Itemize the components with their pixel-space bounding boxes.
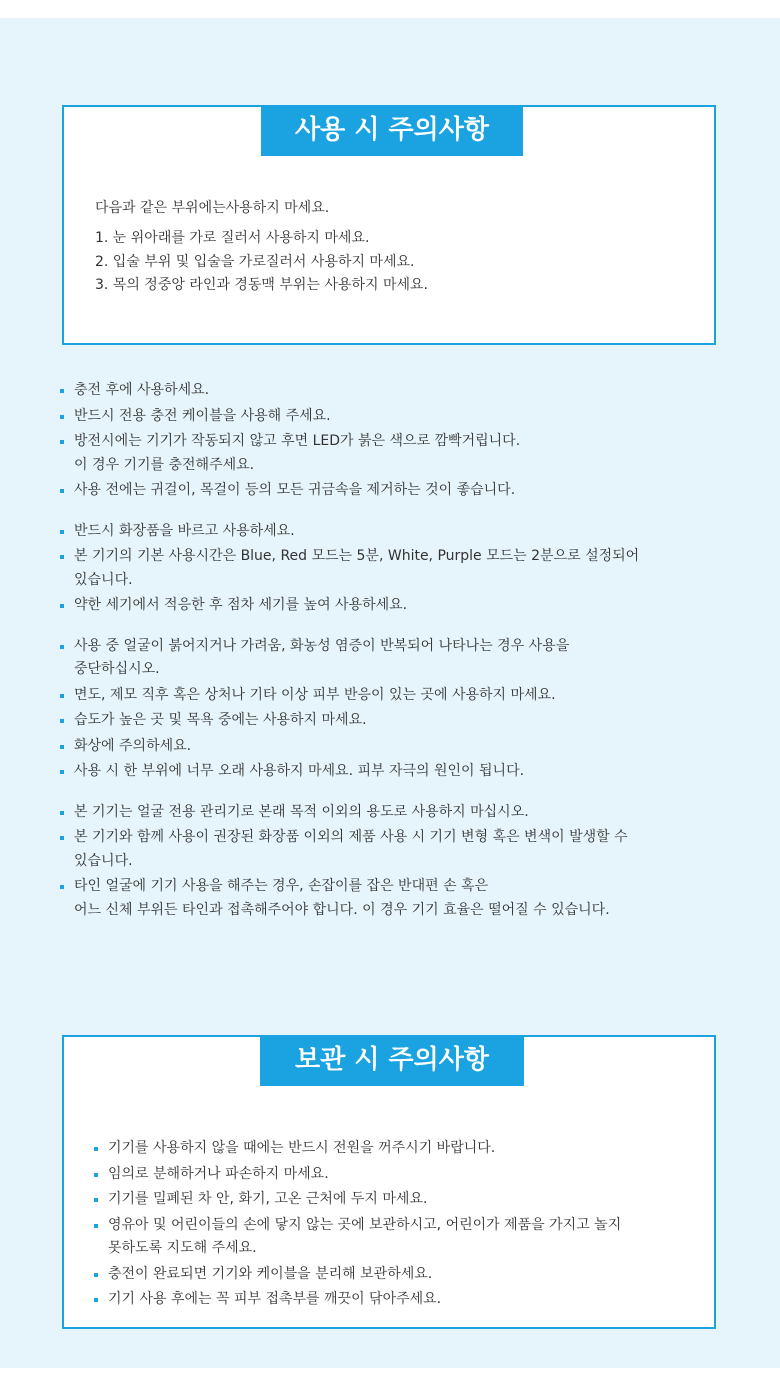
list-item: 임의로 분해하거나 파손하지 마세요. xyxy=(92,1163,692,1187)
list-item: 사용 중 얼굴이 붉어지거나 가려움, 화농성 염증이 반복되어 나타나는 경우 사용을 중단하십시오. xyxy=(58,635,718,682)
bullet-square-icon xyxy=(60,415,64,419)
usage-caution-intro: 다음과 같은 부위에는사용하지 마세요. xyxy=(95,200,330,216)
list-item: 약한 세기에서 적응한 후 점차 세기를 높여 사용하세요. xyxy=(58,594,718,618)
bullet-square-icon xyxy=(60,389,64,393)
list-item: 충전 후에 사용하세요. xyxy=(58,379,718,403)
list-item: 기기를 밀폐된 차 안, 화기, 고온 근처에 두지 마세요. xyxy=(92,1188,692,1212)
storage-caution-list xyxy=(92,1137,692,1314)
bullet-square-icon xyxy=(60,555,64,559)
list-item: 본 기기의 기본 사용시간은 Blue, Red 모드는 5분, White, Purple 모드는 2분으로 설정되어 있습니다. xyxy=(58,545,718,592)
bullet-group xyxy=(58,635,718,784)
bullet-square-icon xyxy=(60,836,64,840)
list-item: 습도가 높은 곳 및 목욕 중에는 사용하지 마세요. xyxy=(58,709,718,733)
bullet-square-icon xyxy=(94,1198,98,1202)
bullet-square-icon xyxy=(60,694,64,698)
bullet-square-icon xyxy=(94,1147,98,1151)
list-item: 본 기기와 함께 사용이 권장된 화장품 이외의 제품 사용 시 기기 변형 혹은 변색이 발생할 수 있습니다. xyxy=(58,826,718,873)
bullet-square-icon xyxy=(60,885,64,889)
bullet-group xyxy=(58,520,718,618)
list-item: 기기 사용 후에는 꼭 피부 접촉부를 깨끗이 닦아주세요. xyxy=(92,1288,692,1312)
list-item: 사용 시 한 부위에 너무 오래 사용하지 마세요. 피부 자극의 원인이 됩니다. xyxy=(58,760,718,784)
bullet-square-icon xyxy=(94,1173,98,1177)
bullet-square-icon xyxy=(94,1298,98,1302)
usage-caution-item: 1. 눈 위아래를 가로 질러서 사용하지 마세요. xyxy=(95,230,370,246)
list-item: 기기를 사용하지 않을 때에는 반드시 전원을 꺼주시기 바랍니다. xyxy=(92,1137,692,1161)
bullet-square-icon xyxy=(60,530,64,534)
bullet-group xyxy=(58,379,718,503)
bullet-group xyxy=(58,801,718,923)
page-background xyxy=(0,18,780,1368)
bullet-square-icon xyxy=(60,604,64,608)
bullet-square-icon xyxy=(60,489,64,493)
list-item: 반드시 화장품을 바르고 사용하세요. xyxy=(58,520,718,544)
usage-caution-list xyxy=(95,227,428,298)
usage-caution-item: 2. 입술 부위 및 입술을 가로질러서 사용하지 마세요. xyxy=(95,253,415,270)
list-item: 본 기기는 얼굴 전용 관리기로 본래 목적 이외의 용도로 사용하지 마십시오. xyxy=(58,801,718,825)
usage-caution-box xyxy=(62,105,716,345)
list-item: 반드시 전용 충전 케이블을 사용해 주세요. xyxy=(58,405,718,429)
storage-caution-box xyxy=(62,1035,716,1329)
list-item: 충전이 완료되면 기기와 케이블을 분리해 보관하세요. xyxy=(92,1263,692,1287)
list-item: 사용 전에는 귀걸이, 목걸이 등의 모든 귀금속을 제거하는 것이 좋습니다. xyxy=(58,479,718,503)
bullet-square-icon xyxy=(60,645,64,649)
usage-caution-title: 사용 시 주의사항 xyxy=(261,105,523,156)
bullet-square-icon xyxy=(94,1224,98,1228)
bullet-square-icon xyxy=(60,811,64,815)
usage-caution-item: 3. 목의 정중앙 라인과 경동맥 부위는 사용하지 마세요. xyxy=(95,277,428,293)
bullet-square-icon xyxy=(60,719,64,723)
list-item: 영유아 및 어린이들의 손에 닿지 않는 곳에 보관하시고, 어린이가 제품을 가지고 놀지 못하도록 지도해 주세요. xyxy=(92,1214,692,1261)
bullet-square-icon xyxy=(60,770,64,774)
bullet-square-icon xyxy=(94,1273,98,1277)
bullet-square-icon xyxy=(60,745,64,749)
list-item: 타인 얼굴에 기기 사용을 해주는 경우, 손잡이를 잡은 반대편 손 혹은 어느 신체 부위든 타인과 접촉해주어야 합니다. 이 경우 기기 효율은 떨어질 수 있습니다. xyxy=(58,875,718,922)
list-item: 방전시에는 기기가 작동되지 않고 후면 LED가 붉은 색으로 깜빡거립니다. 이 경우 기기를 충전해주세요. xyxy=(58,430,718,477)
list-item: 면도, 제모 직후 혹은 상처나 기타 이상 피부 반응이 있는 곳에 사용하지 마세요. xyxy=(58,684,718,708)
list-item: 화상에 주의하세요. xyxy=(58,735,718,759)
bullet-square-icon xyxy=(60,440,64,444)
storage-caution-title: 보관 시 주의사항 xyxy=(260,1035,524,1086)
caution-bullet-groups xyxy=(58,379,718,939)
